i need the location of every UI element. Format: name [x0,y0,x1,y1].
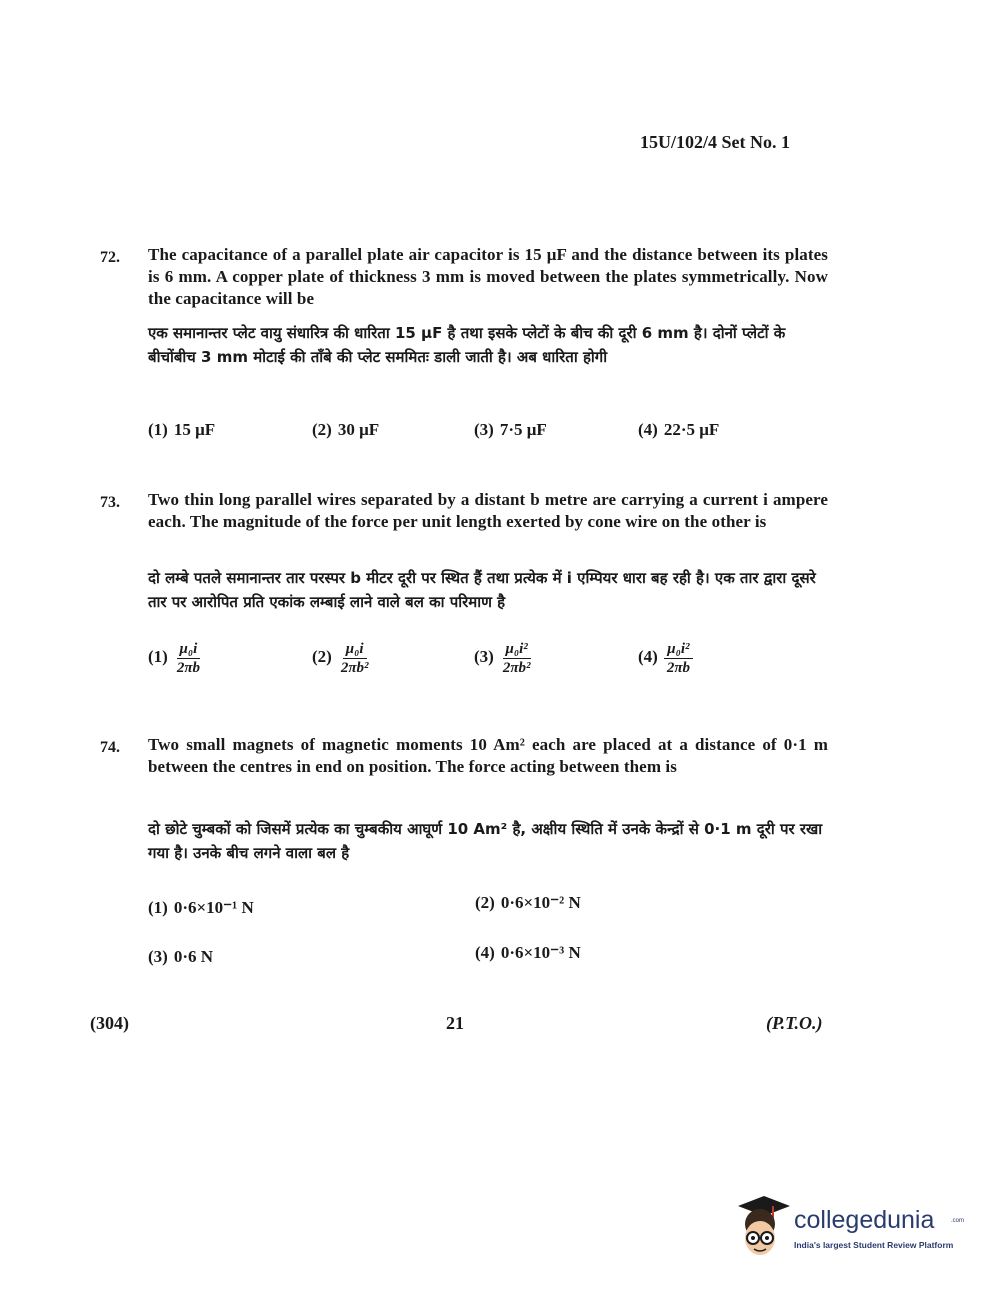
option-label: (4) [638,647,658,667]
option-value: 0·6×10⁻³ N [500,943,581,962]
option [148,898,254,918]
option-label: (3) [148,947,168,966]
question-text-hindi: एक समानान्तर प्लेट वायु संधारित्र की धारिता 15 μF है तथा इसके प्लेटों के बीच की दूरी 6 mm है। दोनों प्लेटों के बीचोंबीच 3 mm मोटाई की ताँबे की प्लेट सममितः डाली जाती है। अब धारिता होगी [148,324,786,366]
option [638,640,693,677]
question-text-hindi: दो छोटे चुम्बकों को जिसमें प्रत्येक का चुम्बकीय आघूर्ण 10 Am² है, अक्षीय स्थिति में उनके केन्द्रों से 0·1 m दूरी पर रखा गया है। उनके बीच लगने वाला बल है [148,820,823,862]
option [475,893,581,913]
question-number: 74. [100,739,120,756]
option [475,943,581,963]
option [148,947,213,967]
option-value: 15 μF [173,420,216,439]
question-number: 73. [100,494,120,511]
denominator: 2πb² [502,660,531,676]
mascot-icon [734,1194,792,1264]
option-value: 0·6×10⁻² N [500,893,581,912]
question-text-hindi: दो लम्बे पतले समानान्तर तार परस्पर b मीटर दूरी पर स्थित हैं तथा प्रत्येक में i एम्पियर धारा बह रही है। एक तार द्वारा दूसरे तार पर आरोपित प्रति एकांक लम्बाई लाने वाले बल का परिमाण है [148,569,816,611]
fraction [174,640,203,677]
option-value: 7·5 μF [499,420,547,439]
option-label: (2) [312,420,332,439]
fraction [338,640,372,677]
denominator: 2πb [666,660,691,676]
pto-label: (P.T.O.) [766,1013,823,1033]
logo-tagline: India's largest Student Review Platform [794,1240,954,1250]
question-text-english: Two thin long parallel wires separated by a distant b metre are carrying a current i ampere each. The magnitude of the force per unit length exerted by cone wire on the other is [148,490,828,531]
question-number: 72. [100,249,120,266]
fraction [664,640,693,677]
option-value: 22·5 μF [663,420,720,439]
logo-name: collegedunia [794,1206,935,1234]
option-label: (1) [148,898,168,917]
numerator: μ₀i [343,640,367,659]
option-value: 30 μF [337,420,380,439]
option-label: (2) [475,893,495,912]
collegedunia-logo [734,1194,964,1264]
option-value: 0·6×10⁻¹ N [173,898,254,917]
option-label: (2) [312,647,332,667]
question-text-english: The capacitance of a parallel plate air capacitor is 15 μF and the distance between its plates is 6 mm. A copper plate of thickness 3 mm is moved between the plates symmetrically. Now the capacitance will be [148,245,828,308]
fraction [500,640,534,677]
option-label: (4) [475,943,495,962]
option-label: (1) [148,420,168,439]
option [312,420,379,440]
logo-domain: .com [951,1218,965,1224]
numerator: μ₀i² [664,640,692,659]
set-number: 15U/102/4 Set No. 1 [640,132,790,152]
paper-code: (304) [90,1013,129,1033]
question-text-english: Two small magnets of magnetic moments 10 Am² each are placed at a distance of 0·1 m between the centres in end on position. The force acting between them is [148,735,828,776]
numerator: μ₀i [177,640,201,659]
option [474,420,547,440]
option-label: (4) [638,420,658,439]
denominator: 2πb² [340,660,369,676]
option [474,640,534,677]
denominator: 2πb [176,660,201,676]
option-label: (1) [148,647,168,667]
option-label: (3) [474,647,494,667]
option [312,640,372,677]
option [148,640,203,677]
option-label: (3) [474,420,494,439]
option [638,420,719,440]
option-value: 0·6 N [173,947,214,966]
numerator: μ₀i² [503,640,531,659]
option [148,420,215,440]
page-number: 21 [446,1013,464,1033]
